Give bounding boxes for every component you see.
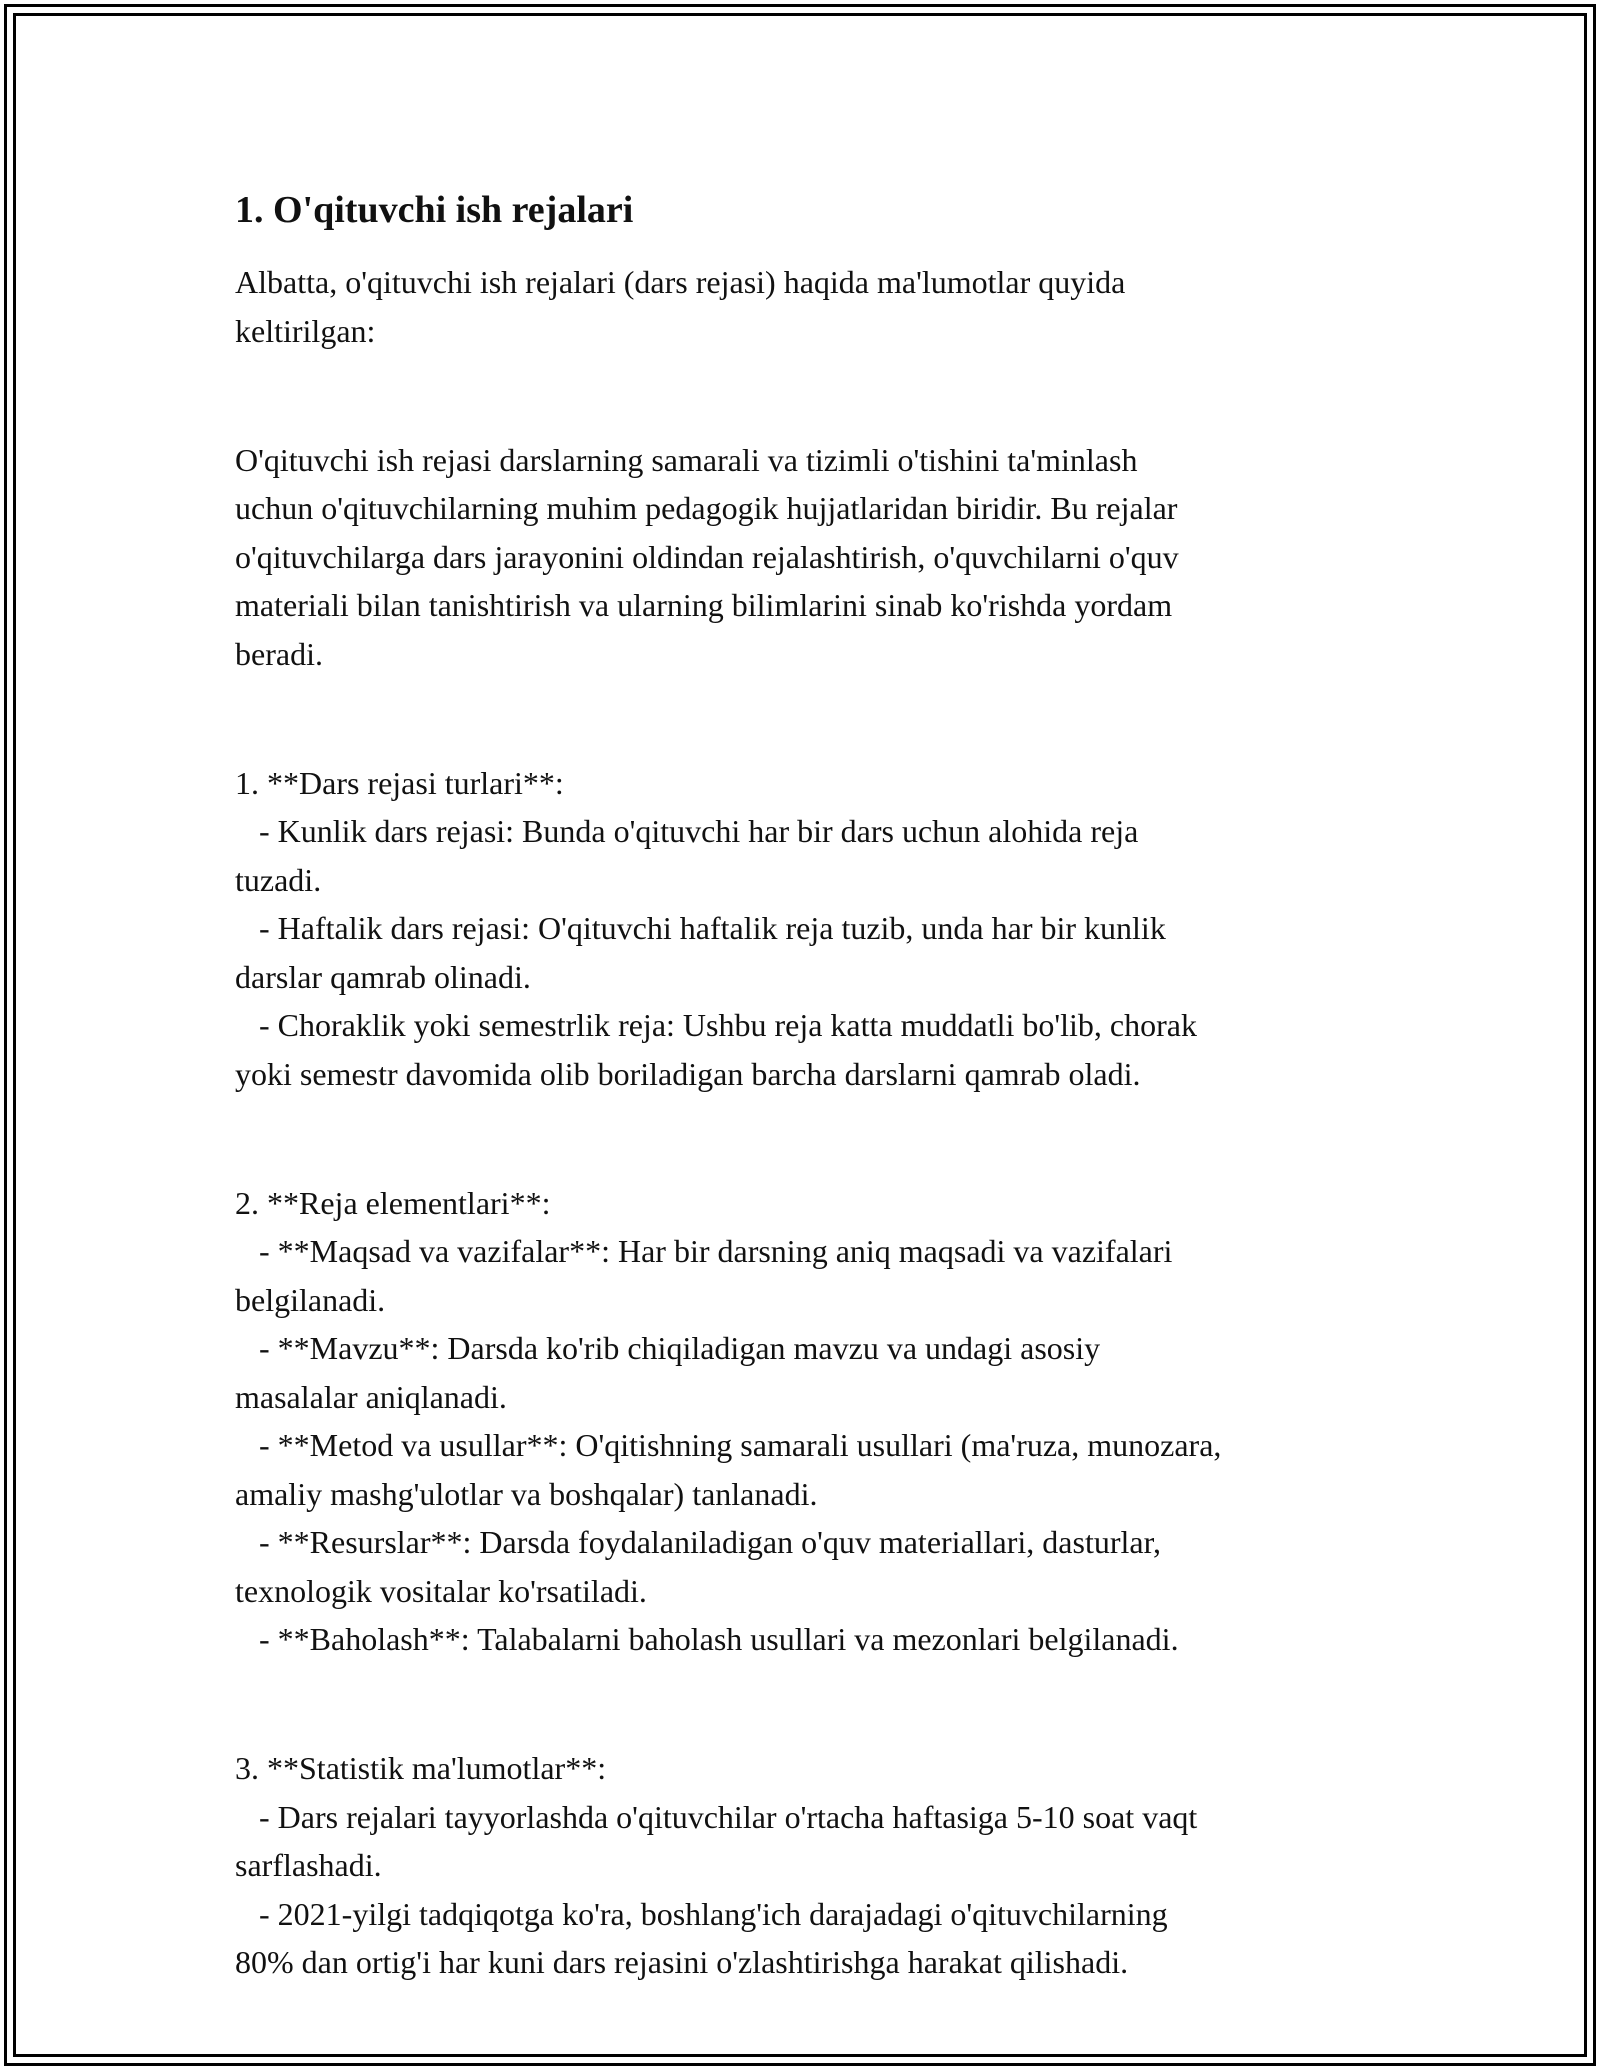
text-line: - **Mavzu**: Darsda ko'rib chiqiladigan mavzu va undagi asosiy (235, 1330, 1101, 1366)
text-line: O'qituvchi ish rejasi darslarning samarali va tizimli o'tishini ta'minlash (235, 441, 1138, 478)
text-line: - **Resurslar**: Darsda foydalaniladigan o'quv materiallari, dasturlar, (235, 1524, 1161, 1560)
text-line: 3. **Statistik ma'lumotlar**: (235, 1750, 607, 1786)
text-line: keltirilgan: (235, 312, 376, 349)
text-line: tuzadi. (235, 861, 322, 898)
text-line: - **Baholash**: Talabalarni baholash usullari va mezonlari belgilanadi. (235, 1621, 1179, 1657)
text-line: Albatta, o'qituvchi ish rejalari (dars rejasi) haqida ma'lumotlar quyida (235, 264, 1126, 300)
text-line: darslar qamrab olinadi. (235, 958, 531, 995)
document-text (235, 258, 1375, 1987)
text-line: belgilanadi. (235, 1281, 386, 1318)
text-line: beradi. (235, 635, 323, 672)
text-line: yoki semestr davomida olib boriladigan barcha darslarni qamrab oladi. (235, 1055, 1141, 1092)
text-line: masalalar aniqlanadi. (235, 1378, 507, 1415)
text-line: - Kunlik dars rejasi: Bunda o'qituvchi har bir dars uchun alohida reja (235, 813, 1139, 849)
text-line: 2. **Reja elementlari**: (235, 1184, 551, 1221)
text-line: 80% dan ortig'i har kuni dars rejasini o'zlashtirishga harakat qilishadi. (235, 1944, 1129, 1980)
document-body (235, 186, 1375, 1987)
text-line: sarflashadi. (235, 1847, 382, 1883)
blank-line (235, 1680, 1375, 1729)
text-line: 1. **Dars rejasi turlari**: (235, 764, 564, 801)
text-line: - Haftalik dars rejasi: O'qituvchi haftalik reja tuzib, unda har bir kunlik (235, 910, 1166, 946)
text-line: - Dars rejalari tayyorlashda o'qituvchilar o'rtacha haftasiga 5-10 soat vaqt (235, 1798, 1198, 1835)
text-line: - Choraklik yoki semestrlik reja: Ushbu reja katta muddatli bo'lib, chorak (235, 1007, 1197, 1043)
text-line: o'qituvchilarga dars jarayonini oldindan rejalashtirish, o'quvchilarni o'quv (235, 538, 1179, 575)
text-line: amaliy mashg'ulotlar va boshqalar) tanlanadi. (235, 1475, 818, 1512)
document-title: 1. O'qituvchi ish rejalari (235, 189, 634, 231)
text-line: materiali bilan tanishtirish va ularning bilimlarini sinab ko'rishda yordam (235, 587, 1173, 623)
text-line: - 2021-yilgi tadqiqotga ko'ra, boshlang'ich darajadagi o'qituvchilarning (235, 1895, 1168, 1932)
text-line: - **Maqsad va vazifalar**: Har bir darsning aniq maqsadi va vazifalari (235, 1233, 1173, 1269)
text-line: texnologik vositalar ko'rsatiladi. (235, 1572, 647, 1609)
text-line: - **Metod va usullar**: O'qitishning samarali usullari (ma'ruza, munozara, (235, 1427, 1222, 1463)
blank-line (235, 1114, 1375, 1163)
blank-line (235, 694, 1375, 743)
blank-line (235, 371, 1375, 420)
text-line: uchun o'qituvchilarning muhim pedagogik hujjatlaridan biridir. Bu rejalar (235, 490, 1178, 526)
